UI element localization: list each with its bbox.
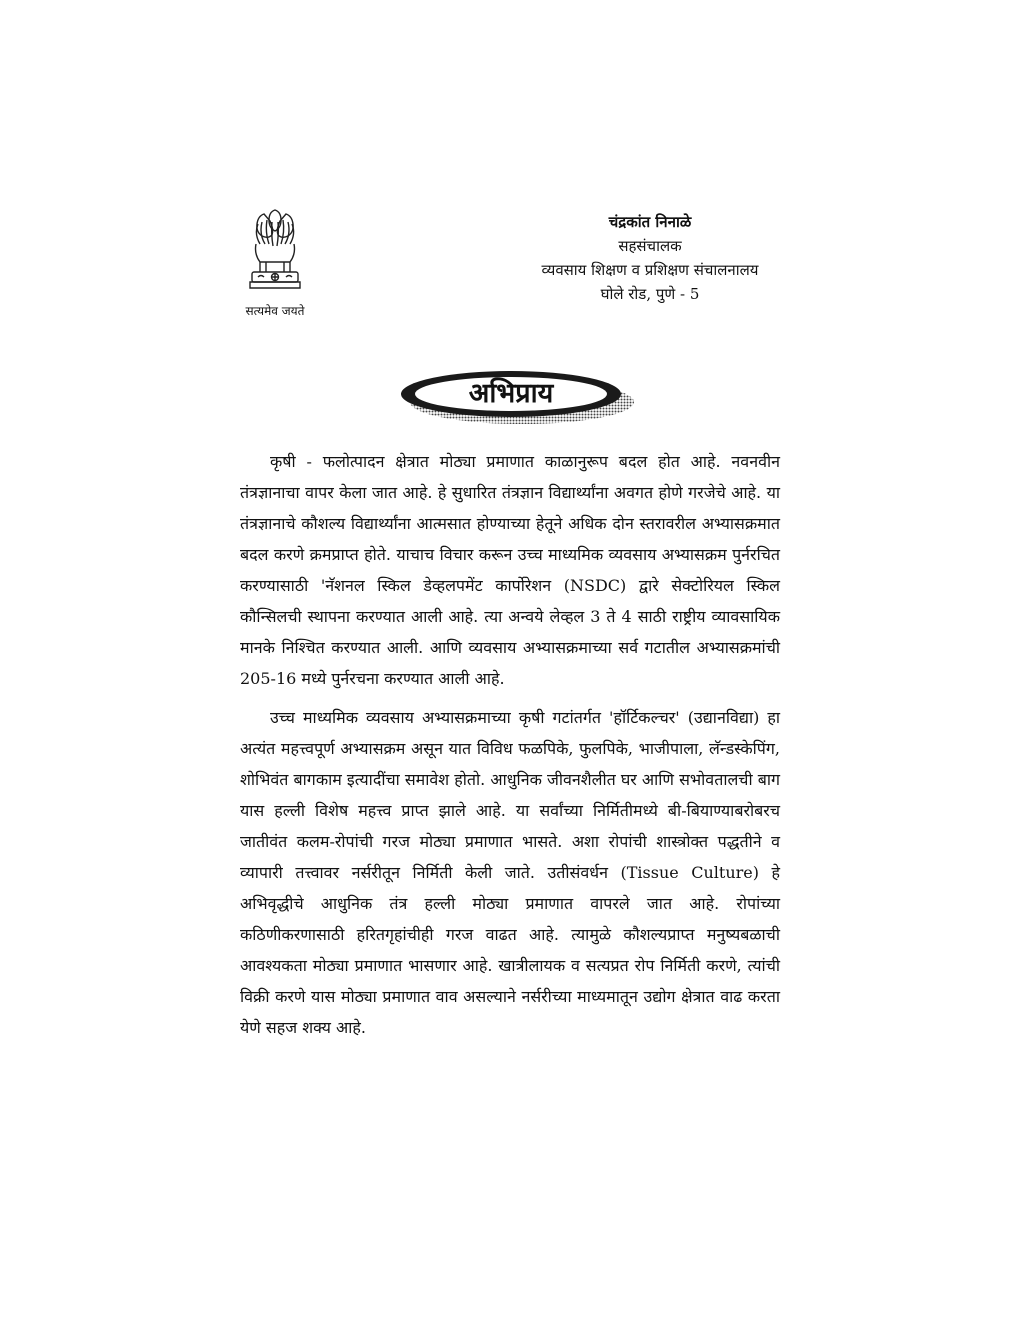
signatory-address: घोले रोड, पुणे - 5 bbox=[600, 285, 700, 303]
national-emblem bbox=[232, 208, 324, 320]
signatory-designation: सहसंचालक bbox=[618, 237, 682, 255]
paragraph: उच्च माध्यमिक व्यवसाय अभ्यासक्रमाच्या कृषी गटांतर्गत 'हॉर्टिकल्चर' (उद्यानविद्या) हा अत्यंत महत्त्वपूर्ण अभ्यासक्रम असून यात विविध फळपिके, फुलपिके, भाजीपाला, लॅन्डस्केपिंग, शोभिवंत बागकाम इत्यादींचा समावेश होतो. आधुनिक जीवनशैलीत घर आणि सभोवतालची बाग यास हल्ली विशेष महत्त्व प्राप्त झाले आहे. या सर्वांच्या निर्मितीमध्ये बी-बियाण्याबरोबरच जातीवंत कलम-रोपांची गरज मोठ्या प्रमाणात भासते. अशा रोपांची शास्त्रोक्त पद्धतीने व व्यापारी तत्त्वावर नर्सरीतून निर्मिती केली जाते. उतीसंवर्धन (Tissue Culture) हे अभिवृद्धीचे आधुनिक तंत्र हल्ली मोठ्या प्रमाणात वापरले जात आहे. रोपांच्या कठिणीकरणासाठी हरितगृहांचीही गरज वाढत आहे. त्यामुळे कौशल्यप्राप्त मनुष्यबळाची आवश्यकता मोठ्या प्रमाणात भासणार आहे. खात्रीलायक व सत्यप्रत रोप निर्मिती करणे, त्यांची विक्री करणे यास मोठ्या प्रमाणात वाव असल्याने नर्सरीच्या माध्यमातून उद्योग क्षेत्रात वाढ करता येणे सहज शक्य आहे. bbox=[240, 708, 780, 1037]
page-title: अभिप्राय bbox=[468, 378, 554, 409]
foreword-body bbox=[240, 446, 780, 1051]
ashoka-lions-emblem-icon bbox=[244, 208, 306, 296]
title-banner bbox=[398, 368, 638, 426]
emblem-motto: सत्यमेव जयते bbox=[245, 304, 305, 318]
signatory-office: व्यवसाय शिक्षण व प्रशिक्षण संचालनालय bbox=[541, 261, 759, 279]
signatory-block bbox=[500, 210, 800, 306]
paragraph: कृषी - फलोत्पादन क्षेत्रात मोठ्या प्रमाणात काळानुरूप बदल होत आहे. नवनवीन तंत्रज्ञानाचा वापर केला जात आहे. हे सुधारित तंत्रज्ञान विद्यार्थ्यांना अवगत होणे गरजेचे आहे. या तंत्रज्ञानाचे कौशल्य विद्यार्थ्यांना आत्मसात होण्याच्या हेतूने अधिक दोन स्तरावरील अभ्यासक्रमात बदल करणे क्रमप्राप्त होते. याचाच विचार करून उच्च माध्यमिक व्यवसाय अभ्यासक्रम पुर्नरचित करण्यासाठी 'नॅशनल स्किल डेव्हलपमेंट कार्पोरेशन (NSDC) द्वारे सेक्टोरियल स्किल कौन्सिलची स्थापना करण्यात आली आहे. त्या अन्वये लेव्हल 3 ते 4 साठी राष्ट्रीय व्यावसायिक मानके निश्चित करण्यात आली. आणि व्यवसाय अभ्यासक्रमाच्या सर्व गटातील अभ्यासक्रमांची 205-16 मध्ये पुर्नरचना करण्यात आली आहे. bbox=[240, 452, 780, 688]
signatory-name: चंद्रकांत निनाळे bbox=[608, 213, 692, 231]
